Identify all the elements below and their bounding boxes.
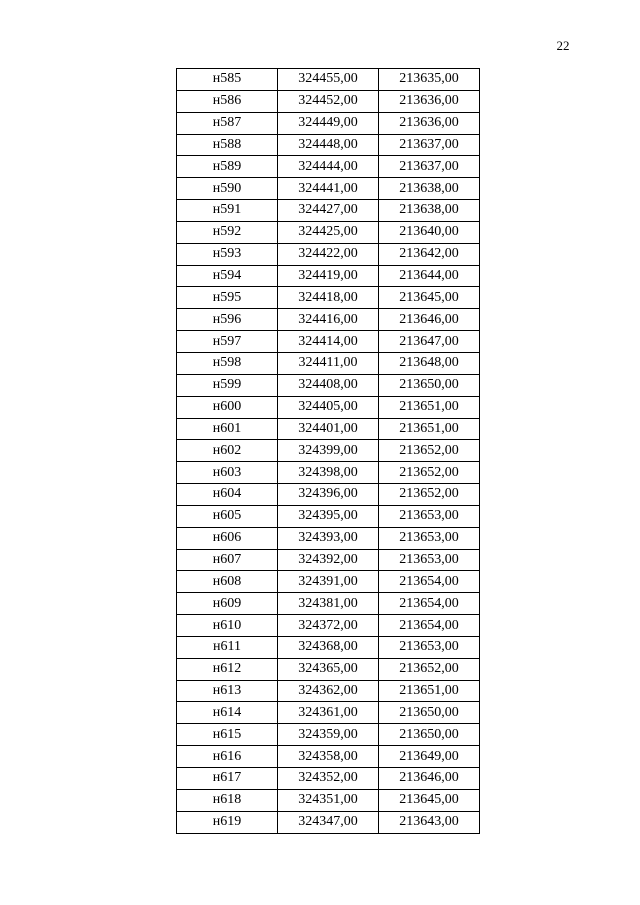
table-row <box>177 418 480 440</box>
y-coordinate-cell: 213646,00 <box>379 768 480 790</box>
point-label-cell: н607 <box>177 549 278 571</box>
table-row <box>177 789 480 811</box>
table-row <box>177 90 480 112</box>
table-row <box>177 593 480 615</box>
point-label-cell: н585 <box>177 69 278 91</box>
x-coordinate-cell: 324405,00 <box>278 396 379 418</box>
y-coordinate-cell: 213635,00 <box>379 69 480 91</box>
table-row <box>177 352 480 374</box>
table-row <box>177 527 480 549</box>
y-coordinate-cell: 213653,00 <box>379 549 480 571</box>
x-coordinate-cell: 324408,00 <box>278 374 379 396</box>
y-coordinate-cell: 213650,00 <box>379 702 480 724</box>
x-coordinate-cell: 324441,00 <box>278 178 379 200</box>
x-coordinate-cell: 324401,00 <box>278 418 379 440</box>
x-coordinate-cell: 324391,00 <box>278 571 379 593</box>
y-coordinate-cell: 213638,00 <box>379 200 480 222</box>
table-row <box>177 658 480 680</box>
table-row <box>177 636 480 658</box>
table-row <box>177 484 480 506</box>
y-coordinate-cell: 213637,00 <box>379 134 480 156</box>
y-coordinate-cell: 213646,00 <box>379 309 480 331</box>
point-label-cell: н588 <box>177 134 278 156</box>
page-number: 22 <box>556 38 570 53</box>
x-coordinate-cell: 324368,00 <box>278 636 379 658</box>
point-label-cell: н613 <box>177 680 278 702</box>
point-label-cell: н597 <box>177 331 278 353</box>
point-label-cell: н592 <box>177 221 278 243</box>
y-coordinate-cell: 213652,00 <box>379 658 480 680</box>
y-coordinate-cell: 213652,00 <box>379 440 480 462</box>
point-label-cell: н608 <box>177 571 278 593</box>
y-coordinate-cell: 213653,00 <box>379 505 480 527</box>
y-coordinate-cell: 213654,00 <box>379 593 480 615</box>
y-coordinate-cell: 213638,00 <box>379 178 480 200</box>
y-coordinate-cell: 213636,00 <box>379 90 480 112</box>
x-coordinate-cell: 324393,00 <box>278 527 379 549</box>
y-coordinate-cell: 213637,00 <box>379 156 480 178</box>
y-coordinate-cell: 213650,00 <box>379 724 480 746</box>
table-row <box>177 309 480 331</box>
y-coordinate-cell: 213636,00 <box>379 112 480 134</box>
x-coordinate-cell: 324358,00 <box>278 746 379 768</box>
x-coordinate-cell: 324414,00 <box>278 331 379 353</box>
point-label-cell: н611 <box>177 636 278 658</box>
x-coordinate-cell: 324449,00 <box>278 112 379 134</box>
y-coordinate-cell: 213654,00 <box>379 615 480 637</box>
y-coordinate-cell: 213654,00 <box>379 571 480 593</box>
x-coordinate-cell: 324455,00 <box>278 69 379 91</box>
x-coordinate-cell: 324372,00 <box>278 615 379 637</box>
point-label-cell: н604 <box>177 484 278 506</box>
y-coordinate-cell: 213645,00 <box>379 789 480 811</box>
x-coordinate-cell: 324418,00 <box>278 287 379 309</box>
point-label-cell: н600 <box>177 396 278 418</box>
point-label-cell: н605 <box>177 505 278 527</box>
table-row <box>177 746 480 768</box>
table-row <box>177 768 480 790</box>
x-coordinate-cell: 324419,00 <box>278 265 379 287</box>
point-label-cell: н619 <box>177 811 278 833</box>
table-row <box>177 69 480 91</box>
point-label-cell: н616 <box>177 746 278 768</box>
y-coordinate-cell: 213640,00 <box>379 221 480 243</box>
x-coordinate-cell: 324398,00 <box>278 462 379 484</box>
table-row <box>177 680 480 702</box>
point-label-cell: н595 <box>177 287 278 309</box>
table-row <box>177 265 480 287</box>
table-row <box>177 112 480 134</box>
point-label-cell: н596 <box>177 309 278 331</box>
x-coordinate-cell: 324359,00 <box>278 724 379 746</box>
x-coordinate-cell: 324352,00 <box>278 768 379 790</box>
y-coordinate-cell: 213652,00 <box>379 484 480 506</box>
table-row <box>177 331 480 353</box>
point-label-cell: н606 <box>177 527 278 549</box>
x-coordinate-cell: 324416,00 <box>278 309 379 331</box>
table-row <box>177 571 480 593</box>
y-coordinate-cell: 213644,00 <box>379 265 480 287</box>
x-coordinate-cell: 324347,00 <box>278 811 379 833</box>
y-coordinate-cell: 213653,00 <box>379 636 480 658</box>
y-coordinate-cell: 213643,00 <box>379 811 480 833</box>
y-coordinate-cell: 213651,00 <box>379 680 480 702</box>
table-row <box>177 178 480 200</box>
coordinates-table <box>176 68 480 834</box>
point-label-cell: н610 <box>177 615 278 637</box>
point-label-cell: н586 <box>177 90 278 112</box>
table-row <box>177 374 480 396</box>
point-label-cell: н593 <box>177 243 278 265</box>
table-row <box>177 702 480 724</box>
y-coordinate-cell: 213649,00 <box>379 746 480 768</box>
table-row <box>177 724 480 746</box>
x-coordinate-cell: 324422,00 <box>278 243 379 265</box>
point-label-cell: н589 <box>177 156 278 178</box>
point-label-cell: н594 <box>177 265 278 287</box>
table-row <box>177 243 480 265</box>
x-coordinate-cell: 324365,00 <box>278 658 379 680</box>
table-row <box>177 156 480 178</box>
point-label-cell: н618 <box>177 789 278 811</box>
coordinates-table-body <box>177 69 480 834</box>
table-row <box>177 615 480 637</box>
point-label-cell: н614 <box>177 702 278 724</box>
table-row <box>177 134 480 156</box>
x-coordinate-cell: 324351,00 <box>278 789 379 811</box>
table-row <box>177 221 480 243</box>
point-label-cell: н602 <box>177 440 278 462</box>
x-coordinate-cell: 324392,00 <box>278 549 379 571</box>
point-label-cell: н615 <box>177 724 278 746</box>
y-coordinate-cell: 213647,00 <box>379 331 480 353</box>
y-coordinate-cell: 213650,00 <box>379 374 480 396</box>
x-coordinate-cell: 324361,00 <box>278 702 379 724</box>
x-coordinate-cell: 324444,00 <box>278 156 379 178</box>
y-coordinate-cell: 213653,00 <box>379 527 480 549</box>
point-label-cell: н612 <box>177 658 278 680</box>
x-coordinate-cell: 324396,00 <box>278 484 379 506</box>
y-coordinate-cell: 213651,00 <box>379 396 480 418</box>
table-row <box>177 200 480 222</box>
table-row <box>177 505 480 527</box>
table-row <box>177 440 480 462</box>
table-row <box>177 549 480 571</box>
table-row <box>177 396 480 418</box>
x-coordinate-cell: 324427,00 <box>278 200 379 222</box>
point-label-cell: н599 <box>177 374 278 396</box>
x-coordinate-cell: 324411,00 <box>278 352 379 374</box>
y-coordinate-cell: 213652,00 <box>379 462 480 484</box>
y-coordinate-cell: 213648,00 <box>379 352 480 374</box>
x-coordinate-cell: 324425,00 <box>278 221 379 243</box>
point-label-cell: н591 <box>177 200 278 222</box>
point-label-cell: н598 <box>177 352 278 374</box>
point-label-cell: н590 <box>177 178 278 200</box>
table-row <box>177 287 480 309</box>
y-coordinate-cell: 213642,00 <box>379 243 480 265</box>
point-label-cell: н617 <box>177 768 278 790</box>
x-coordinate-cell: 324395,00 <box>278 505 379 527</box>
x-coordinate-cell: 324448,00 <box>278 134 379 156</box>
point-label-cell: н587 <box>177 112 278 134</box>
point-label-cell: н603 <box>177 462 278 484</box>
y-coordinate-cell: 213651,00 <box>379 418 480 440</box>
point-label-cell: н609 <box>177 593 278 615</box>
table-row <box>177 811 480 833</box>
x-coordinate-cell: 324362,00 <box>278 680 379 702</box>
point-label-cell: н601 <box>177 418 278 440</box>
x-coordinate-cell: 324399,00 <box>278 440 379 462</box>
table-row <box>177 462 480 484</box>
x-coordinate-cell: 324452,00 <box>278 90 379 112</box>
y-coordinate-cell: 213645,00 <box>379 287 480 309</box>
x-coordinate-cell: 324381,00 <box>278 593 379 615</box>
